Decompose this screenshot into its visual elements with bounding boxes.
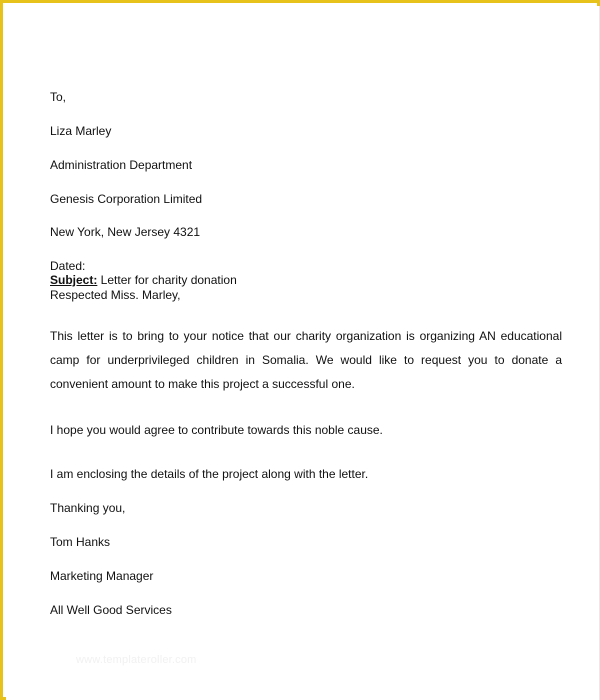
recipient-name: Liza Marley — [50, 124, 112, 138]
recipient-address: New York, New Jersey 4321 — [50, 225, 201, 239]
salutation: Respected Miss. Marley, — [50, 288, 181, 302]
paragraph-request: This letter is to bring to your notice that our charity organization is organizing AN educational camp for underprivileged children in Somalia. We would like to request you to donate a convenient amount to make this project a successful one. — [50, 329, 562, 391]
to-line: To, — [50, 90, 67, 104]
letter-page — [6, 6, 600, 700]
watermark-text: www.templateroller.com — [76, 654, 197, 666]
dated-line: Dated: — [50, 259, 86, 273]
subject-label: Subject: — [50, 273, 98, 287]
paragraph-hope: I hope you would agree to contribute towards this noble cause. — [50, 423, 383, 437]
closing: Thanking you, — [50, 501, 126, 515]
subject-line — [50, 273, 237, 288]
sender-company: All Well Good Services — [50, 603, 172, 617]
subject-text: Letter for charity donation — [97, 273, 237, 287]
recipient-company: Genesis Corporation Limited — [50, 192, 203, 206]
recipient-department: Administration Department — [50, 158, 193, 172]
sender-title: Marketing Manager — [50, 569, 154, 583]
sender-name: Tom Hanks — [50, 535, 111, 549]
paragraph-enclosing: I am enclosing the details of the project along with the letter. — [50, 467, 369, 481]
